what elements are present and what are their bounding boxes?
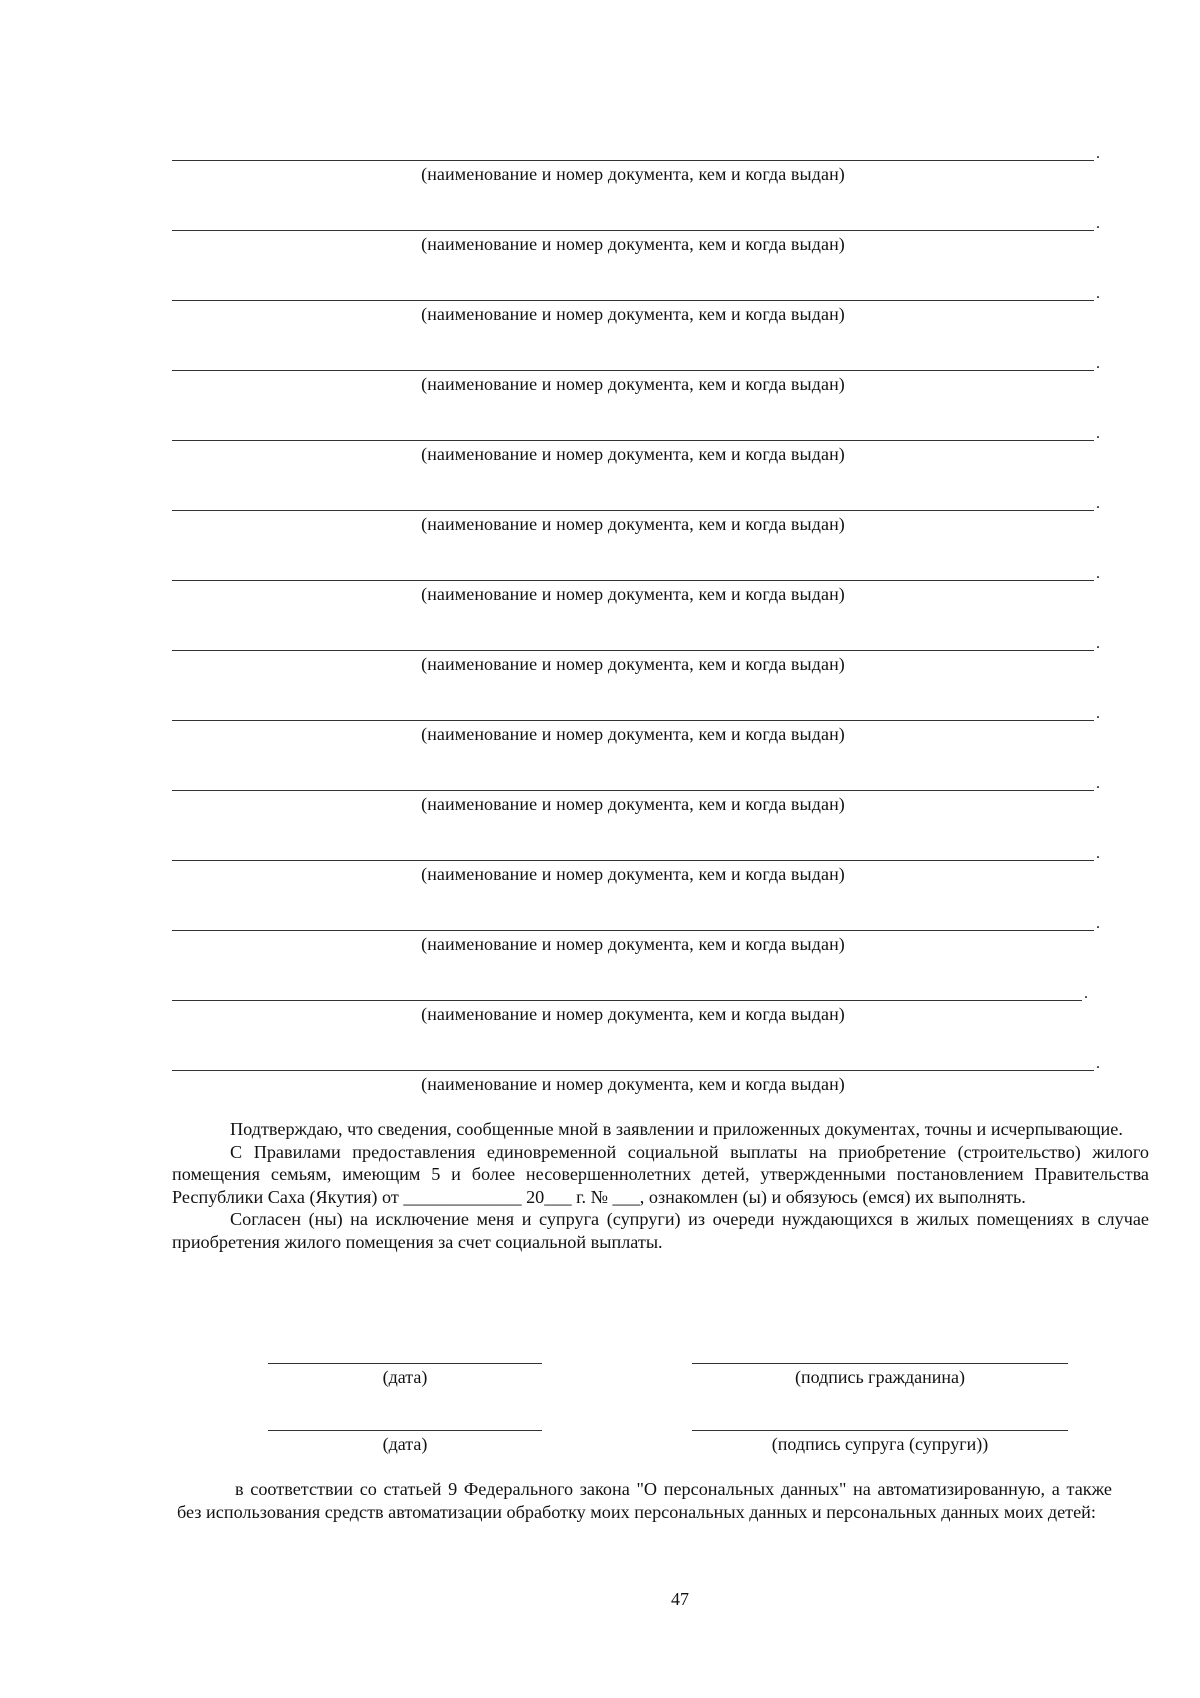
field-caption: (наименование и номер документа, кем и когда выдан)	[421, 794, 845, 814]
document-field[interactable]	[172, 145, 1102, 230]
document-field[interactable]	[172, 355, 1102, 440]
document-field[interactable]	[172, 425, 1102, 510]
line-end-mark: .	[1096, 915, 1100, 932]
field-caption: (наименование и номер документа, кем и когда выдан)	[421, 164, 845, 184]
document-field[interactable]	[172, 705, 1102, 790]
citizen-signature-caption: (подпись гражданина)	[794, 1367, 966, 1387]
document-field[interactable]	[172, 495, 1102, 580]
rules-paragraph: С Правилами предоставления единовременной социальной выплаты на приобретение (строительство) жилого помещения семьям, имеющим 5 и более несовершеннолетних детей, утвержденными постановлением Правительства Республики Саха (Якутия) от _____________ 20___ г. № ___, ознакомлен (ы) и обязуюсь (емся) их выполнять.	[172, 1141, 1149, 1207]
field-caption: (наименование и номер документа, кем и когда выдан)	[421, 724, 845, 744]
date-line[interactable]	[268, 1430, 542, 1431]
line-end-mark: .	[1096, 425, 1100, 442]
line-end-mark: .	[1096, 1055, 1100, 1072]
line-end-mark: .	[1096, 285, 1100, 302]
fill-line[interactable]	[172, 230, 1094, 231]
line-end-mark: .	[1096, 635, 1100, 652]
document-field[interactable]	[172, 985, 1102, 1070]
line-end-mark: .	[1096, 845, 1100, 862]
fill-line[interactable]	[172, 1070, 1094, 1071]
fill-line[interactable]	[172, 580, 1094, 581]
line-end-mark: .	[1096, 705, 1100, 722]
field-caption: (наименование и номер документа, кем и когда выдан)	[421, 234, 845, 254]
citizen-signature-line[interactable]	[692, 1363, 1068, 1364]
document-field[interactable]	[172, 775, 1102, 860]
fill-line[interactable]	[172, 300, 1094, 301]
line-end-mark: .	[1096, 355, 1100, 372]
field-caption: (наименование и номер документа, кем и когда выдан)	[421, 374, 845, 394]
line-end-mark: .	[1096, 495, 1100, 512]
consent-text	[177, 1478, 1112, 1523]
fill-line[interactable]	[172, 440, 1094, 441]
field-caption: (наименование и номер документа, кем и когда выдан)	[421, 1074, 845, 1094]
field-caption: (наименование и номер документа, кем и когда выдан)	[421, 1004, 845, 1024]
document-field[interactable]	[172, 215, 1102, 300]
line-end-mark: .	[1096, 775, 1100, 792]
fill-line[interactable]	[172, 860, 1094, 861]
field-caption: (наименование и номер документа, кем и когда выдан)	[421, 654, 845, 674]
line-end-mark: .	[1096, 145, 1100, 162]
document-field[interactable]	[172, 565, 1102, 650]
document-field[interactable]	[172, 285, 1102, 370]
date-caption: (дата)	[382, 1367, 428, 1387]
line-end-mark: .	[1084, 985, 1088, 1002]
fill-line[interactable]	[172, 930, 1094, 931]
line-end-mark: .	[1096, 215, 1100, 232]
fill-line[interactable]	[172, 370, 1094, 371]
fill-line[interactable]	[172, 160, 1094, 161]
date-line[interactable]	[268, 1363, 542, 1364]
field-caption: (наименование и номер документа, кем и когда выдан)	[421, 934, 845, 954]
spouse-signature-caption: (подпись супруга (супруги))	[771, 1434, 989, 1454]
document-field[interactable]	[172, 845, 1102, 930]
fill-line[interactable]	[172, 1000, 1082, 1001]
field-caption: (наименование и номер документа, кем и когда выдан)	[421, 864, 845, 884]
fill-line[interactable]	[172, 510, 1094, 511]
confirm-paragraph: Подтверждаю, что сведения, сообщенные мной в заявлении и приложенных документах, точны и исчерпывающие.	[230, 1119, 1123, 1139]
document-field[interactable]	[172, 635, 1102, 720]
consent-paragraph: в соответствии со статьей 9 Федерального закона "О персональных данных" на автоматизированную, а также без использования средств автоматизации обработку моих персональных данных и персональных данных моих детей:	[177, 1479, 1112, 1522]
spouse-signature-line[interactable]	[692, 1430, 1068, 1431]
field-caption: (наименование и номер документа, кем и когда выдан)	[421, 514, 845, 534]
field-caption: (наименование и номер документа, кем и когда выдан)	[421, 584, 845, 604]
page-number: 47	[671, 1589, 689, 1609]
fill-line[interactable]	[172, 790, 1094, 791]
document-field[interactable]	[172, 915, 1102, 1000]
field-caption: (наименование и номер документа, кем и когда выдан)	[421, 444, 845, 464]
date-caption: (дата)	[382, 1434, 428, 1454]
fill-line[interactable]	[172, 720, 1094, 721]
declaration-text	[172, 1118, 1149, 1253]
line-end-mark: .	[1096, 565, 1100, 582]
field-caption: (наименование и номер документа, кем и когда выдан)	[421, 304, 845, 324]
fill-line[interactable]	[172, 650, 1094, 651]
agree-paragraph: Согласен (ны) на исключение меня и супруга (супруги) из очереди нуждающихся в жилых помещениях в случае приобретения жилого помещения за счет социальной выплаты.	[172, 1209, 1149, 1252]
